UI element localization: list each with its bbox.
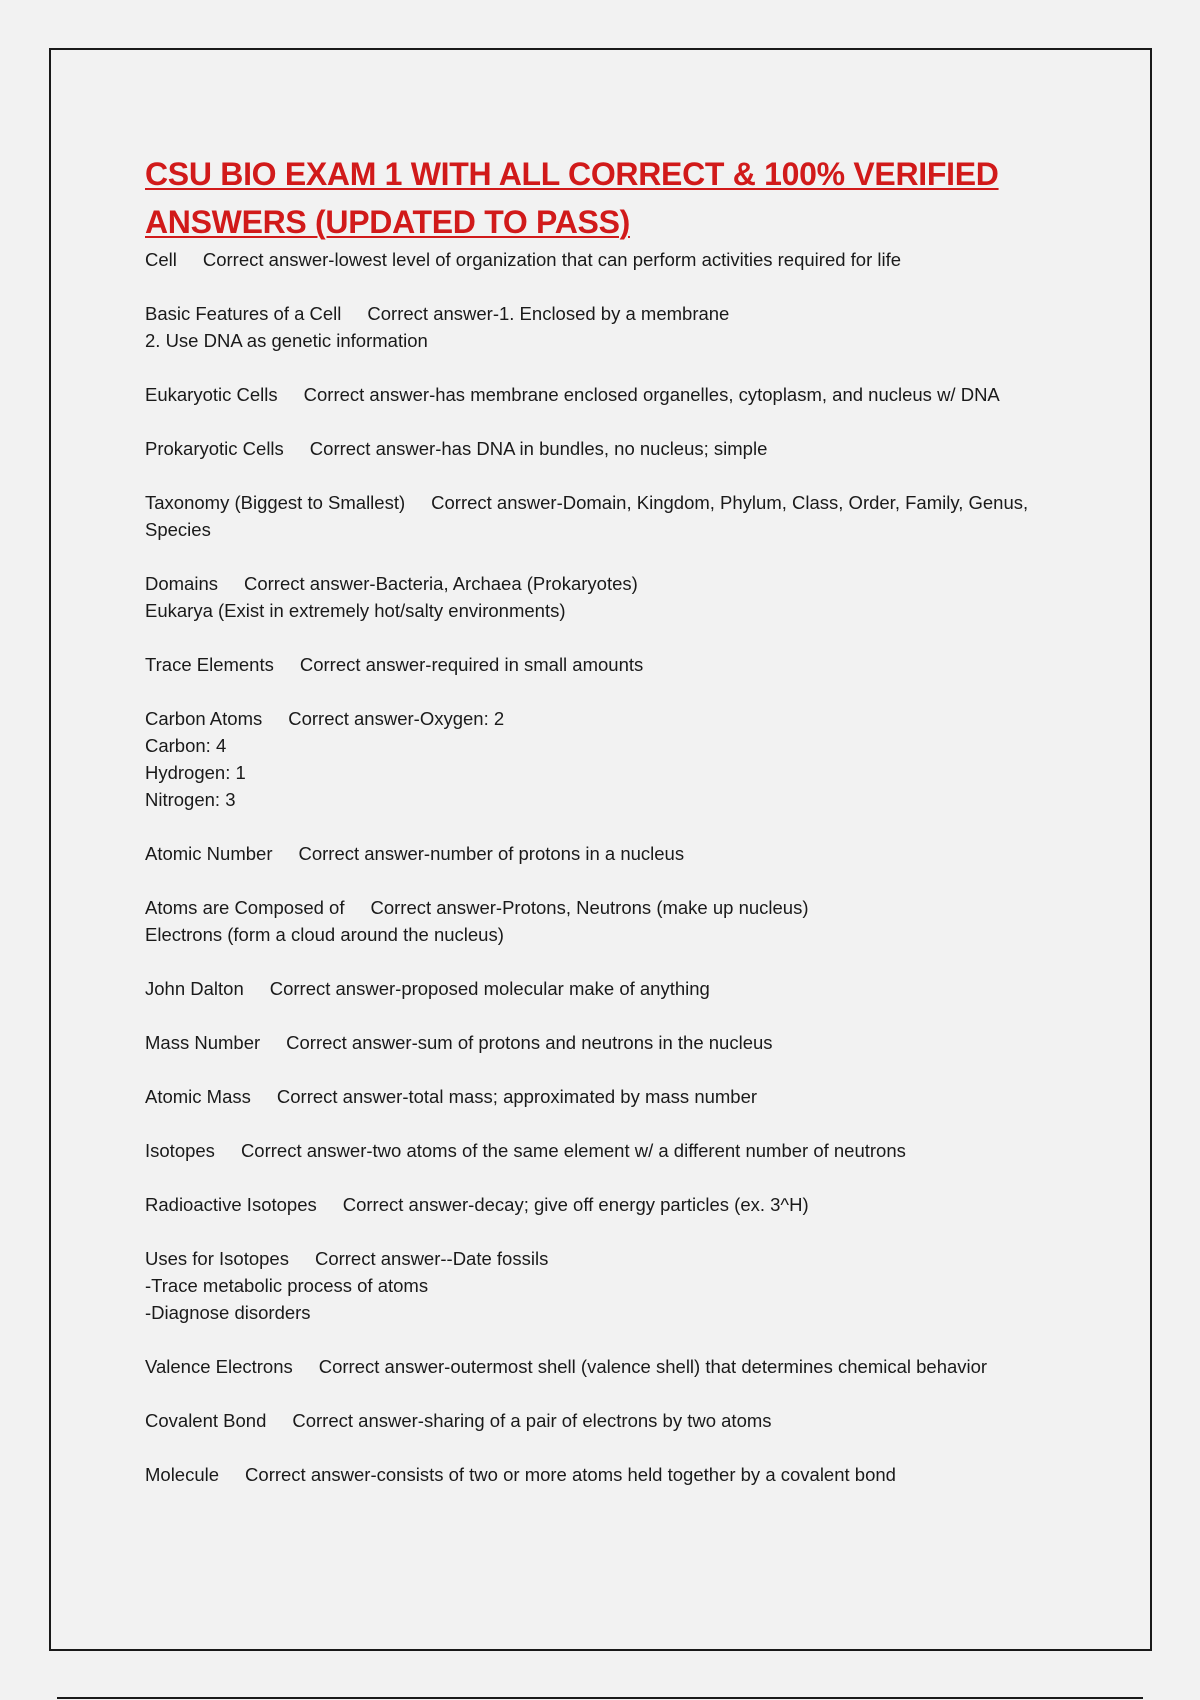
entry-answer: Correct answer-proposed molecular make of anything [269,978,710,999]
entry-answer: Correct answer-decay; give off energy particles (ex. 3^H) [342,1194,809,1215]
entry-answer: Correct answer--Date fossils [314,1248,549,1269]
entry-answer: Correct answer-sum of protons and neutrons in the nucleus [286,1032,773,1053]
entry-term: John Dalton [145,978,244,999]
page-bottom-divider [57,1697,1143,1699]
entry-term: Uses for Isotopes [145,1248,289,1269]
flashcard-entry [145,1029,1085,1056]
flashcard-entry [145,435,1085,462]
flashcard-entry [145,705,1085,813]
entry-answer: Correct answer-required in small amounts [299,654,644,675]
flashcard-entry [145,975,1085,1002]
entry-answer: Correct answer-two atoms of the same element w/ a different number of neutrons [240,1140,906,1161]
entry-term: Isotopes [145,1140,215,1161]
flashcard-entry [145,1461,1085,1488]
entry-answer-line: -Diagnose disorders [145,1302,311,1323]
entry-term: Trace Elements [145,654,274,675]
entry-answer: Correct answer-Bacteria, Archaea (Prokaryotes) [244,573,638,594]
flashcard-entry [145,840,1085,867]
entry-answer: Correct answer-has DNA in bundles, no nucleus; simple [309,438,768,459]
entry-answer: Correct answer-total mass; approximated by mass number [276,1086,758,1107]
entry-answer: Correct answer-Domain, Kingdom, Phylum, Class, Order, Family, Genus, Species [145,492,1029,540]
entry-answer: Correct answer-number of protons in a nucleus [298,843,685,864]
entry-term: Atomic Mass [145,1086,251,1107]
entry-term: Taxonomy (Biggest to Smallest) [145,492,406,513]
entry-answer-line: -Trace metabolic process of atoms [145,1275,429,1296]
entry-term: Atomic Number [145,843,273,864]
document-body [145,150,1085,1515]
flashcard-entry [145,651,1085,678]
entry-answer-line: Nitrogen: 3 [145,789,236,810]
entry-answer: Correct answer-sharing of a pair of electrons by two atoms [292,1410,772,1431]
entry-answer: Correct answer-lowest level of organization that can perform activities required for life [202,249,902,270]
entry-term: Radioactive Isotopes [145,1194,317,1215]
flashcard-entry [145,1407,1085,1434]
entry-term: Prokaryotic Cells [145,438,284,459]
entry-answer-line: Eukarya (Exist in extremely hot/salty environments) [145,600,566,621]
document-title: CSU BIO EXAM 1 WITH ALL CORRECT & 100% VERIFIED ANSWERS (UPDATED TO PASS) [145,156,999,240]
entry-term: Molecule [145,1464,220,1485]
flashcard-entry [145,1191,1085,1218]
entry-term: Valence Electrons [145,1356,293,1377]
entry-answer: Correct answer-has membrane enclosed organelles, cytoplasm, and nucleus w/ DNA [303,384,1000,405]
entry-term: Covalent Bond [145,1410,267,1431]
entry-answer: Correct answer-Oxygen: 2 [288,708,505,729]
entry-answer-line: Electrons (form a cloud around the nucleus) [145,924,504,945]
flashcard-entry [145,246,1085,273]
flashcard-entry [145,894,1085,948]
flashcard-entry [145,570,1085,624]
entry-term: Eukaryotic Cells [145,384,278,405]
flashcard-entry [145,1083,1085,1110]
entry-term: Cell [145,249,177,270]
entry-term: Basic Features of a Cell [145,303,342,324]
flashcard-entry [145,489,1085,543]
flashcard-entry [145,1353,1085,1380]
flashcard-entry [145,1137,1085,1164]
entry-answer-line: Hydrogen: 1 [145,762,246,783]
entry-term: Mass Number [145,1032,261,1053]
flashcard-entry [145,300,1085,354]
flashcard-entry [145,381,1085,408]
entry-answer: Correct answer-1. Enclosed by a membrane [367,303,730,324]
entry-term: Domains [145,573,218,594]
flashcard-entry [145,1245,1085,1326]
entry-answer-line: 2. Use DNA as genetic information [145,330,428,351]
entry-answer-line: Carbon: 4 [145,735,227,756]
entry-answer: Correct answer-outermost shell (valence shell) that determines chemical behavior [318,1356,988,1377]
entry-term: Carbon Atoms [145,708,263,729]
flashcard-list [145,246,1085,1488]
entry-term: Atoms are Composed of [145,897,345,918]
entry-answer: Correct answer-Protons, Neutrons (make up nucleus) [370,897,809,918]
entry-answer: Correct answer-consists of two or more atoms held together by a covalent bond [245,1464,896,1485]
